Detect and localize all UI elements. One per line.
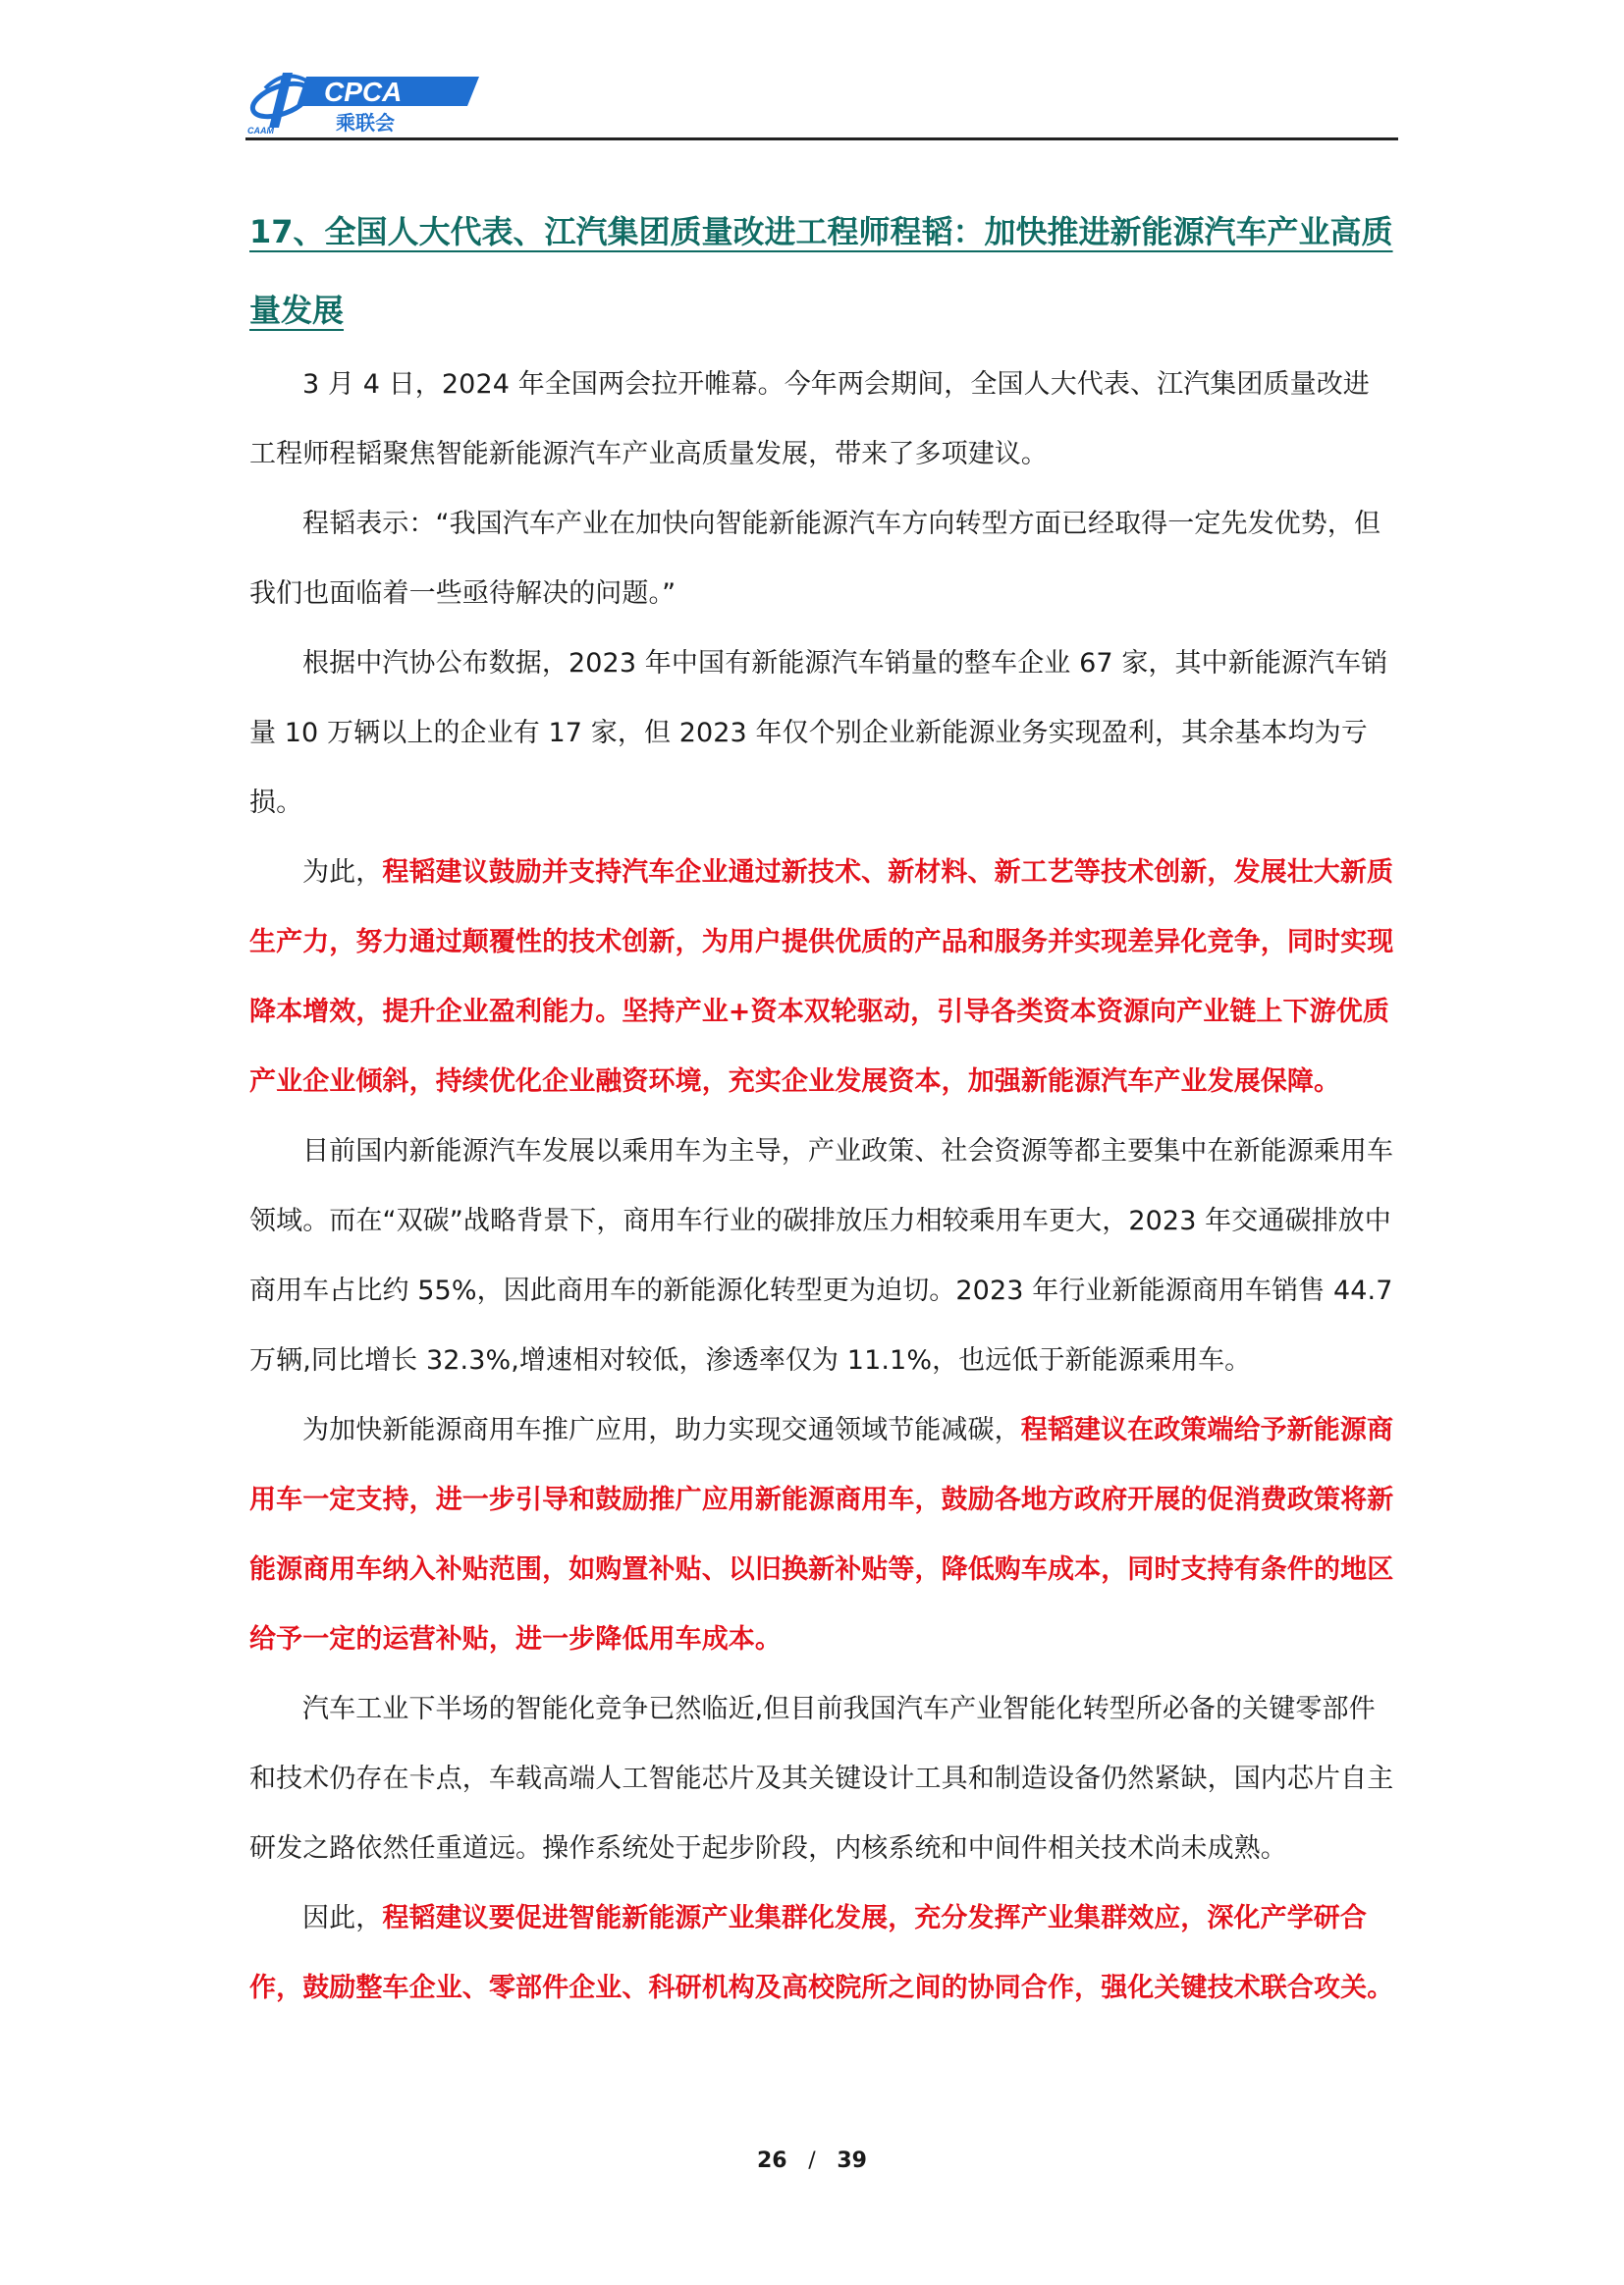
header-divider	[245, 137, 1398, 140]
article-heading: 17、全国人大代表、江汽集团质量改进工程师程韬：加快推进新能源汽车产业高质量发展	[249, 213, 1393, 329]
logo-tagline: CAAM	[247, 126, 274, 136]
paragraph-1	[249, 350, 1394, 489]
paragraph-text: 根据中汽协公布数据，2023 年中国有新能源汽车销量的整车企业 67 家，其中新能源汽车销量 10 万辆以上的企业有 17 家，但 2023 年仅个别企业新能源业务实现盈利，其余基本均为亏损。	[249, 648, 1388, 818]
cpca-logo	[245, 59, 481, 141]
paragraph-text: 目前国内新能源汽车发展以乘用车为主导，产业政策、社会资源等都主要集中在新能源乘用车领域。而在“双碳”战略背景下，商用车行业的碳排放压力相较乘用车更大，2023 年交通碳排放中商用车占比约 55%，因此商用车的新能源化转型更为迫切。2023 年行业新能源商用车销售 44.7 万辆,同比增长 32.3%,增速相对较低，渗透率仅为 11.1%，也远低于新能源乘用车。	[249, 1136, 1394, 1376]
paragraph-emphasis: 程韬建议在政策端给予新能源商用车一定支持，进一步引导和鼓励推广应用新能源商用车，鼓励各地方政府开展的促消费政策将新能源商用车纳入补贴范围，如购置补贴、以旧换新补贴等，降低购车成本，同时支持有条件的地区给予一定的运营补贴，进一步降低用车成本。	[249, 1415, 1394, 1655]
paragraph-text: 3 月 4 日，2024 年全国两会拉开帷幕。今年两会期间，全国人大代表、江汽集团质量改进工程师程韬聚焦智能新能源汽车产业高质量发展，带来了多项建议。	[249, 369, 1370, 469]
page-header	[245, 59, 1394, 141]
page-number-separator: /	[808, 2149, 816, 2173]
paragraph-text: 汽车工业下半场的智能化竞争已然临近,但目前我国汽车产业智能化转型所必备的关键零部件和技术仍存在卡点，车载高端人工智能芯片及其关键设计工具和制造设备仍然紧缺，国内芯片自主研发之路依然任重道远。操作系统处于起步阶段，内核系统和中间件相关技术尚未成熟。	[249, 1694, 1394, 1864]
cpca-logo-graphic	[245, 59, 481, 141]
paragraph-4	[249, 838, 1394, 1116]
paragraph-8	[249, 1883, 1394, 2023]
paragraph-3	[249, 628, 1394, 838]
article-body	[249, 192, 1394, 2023]
page-number-total: 39	[837, 2149, 867, 2173]
page-number-current: 26	[756, 2149, 787, 2173]
paragraph-text: 为此，	[302, 857, 383, 888]
logo-text: CPCA	[324, 77, 403, 107]
paragraph-2	[249, 489, 1394, 628]
paragraph-text: 为加快新能源商用车推广应用，助力实现交通领域节能减碳，	[302, 1415, 1021, 1445]
paragraph-emphasis: 程韬建议鼓励并支持汽车企业通过新技术、新材料、新工艺等技术创新，发展壮大新质生产力，努力通过颠覆性的技术创新，为用户提供优质的产品和服务并实现差异化竞争，同时实现降本增效，提升企业盈利能力。坚持产业+资本双轮驱动，引导各类资本资源向产业链上下游优质产业企业倾斜，持续优化企业融资环境，充实企业发展资本，加强新能源汽车产业发展保障。	[249, 857, 1394, 1097]
page-footer	[0, 2149, 1624, 2173]
paragraph-5	[249, 1116, 1394, 1395]
paragraph-6	[249, 1395, 1394, 1674]
logo-subtext: 乘联会	[336, 111, 395, 135]
paragraph-text: 因此，	[302, 1903, 383, 1933]
paragraph-7	[249, 1674, 1394, 1883]
paragraph-emphasis: 程韬建议要促进智能新能源产业集群化发展，充分发挥产业集群效应，深化产学研合作，鼓励整车企业、零部件企业、科研机构及高校院所之间的协同合作，强化关键技术联合攻关。	[249, 1903, 1394, 2003]
paragraph-text: 程韬表示：“我国汽车产业在加快向智能新能源汽车方向转型方面已经取得一定先发优势，但我们也面临着一些亟待解决的问题。”	[249, 509, 1381, 609]
